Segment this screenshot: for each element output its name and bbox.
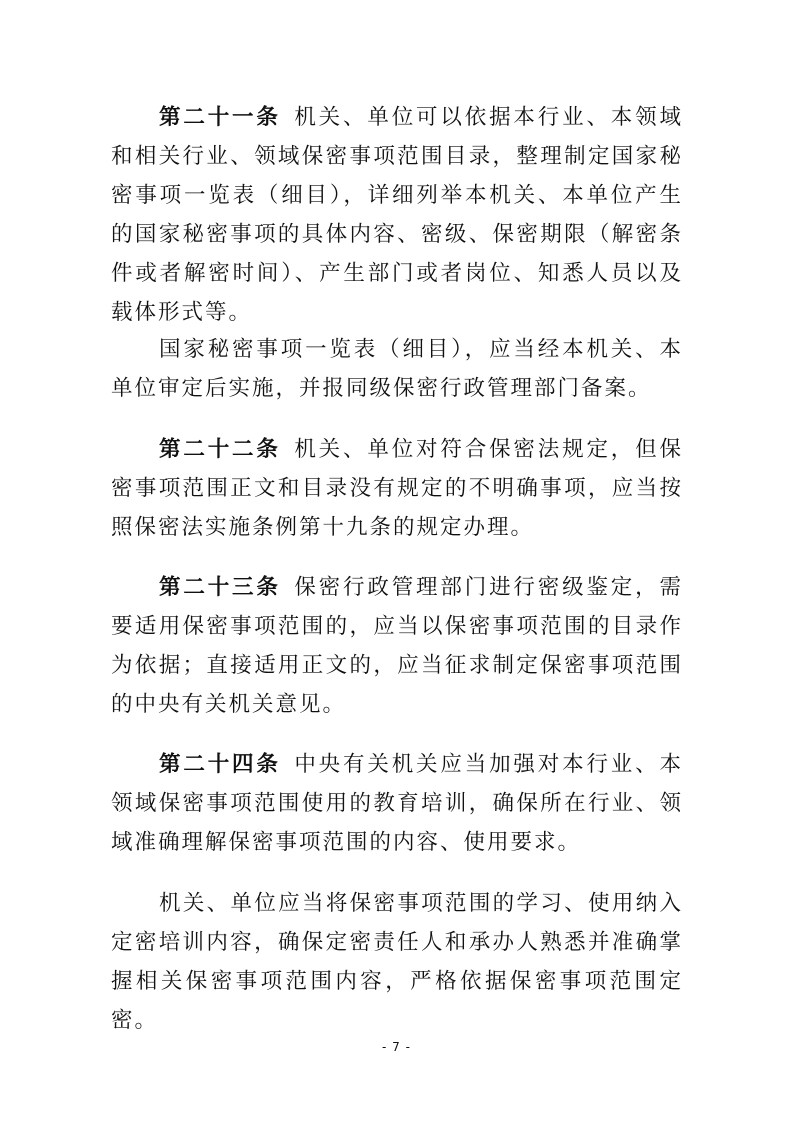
article-heading: 第二十二条: [159, 437, 281, 462]
paragraph-article-21-continued: [111, 330, 683, 408]
paragraph-text: 中央有关机关应当加强对本行业、本领域保密事项范围使用的教育培训，确保所在行业、领域准确理解保密事项范围的内容、使用要求。: [111, 752, 683, 855]
paragraph-text: 保密行政管理部门进行密级鉴定，需要适用保密事项范围的，应当以保密事项范围的目录作为依据；直接适用正文的，应当征求制定保密事项范围的中央有关机关意见。: [111, 575, 683, 717]
paragraph-article-24: [111, 745, 683, 862]
article-heading: 第二十一条: [159, 105, 281, 130]
paragraph-text: 机关、单位对符合保密法规定，但保密事项范围正文和目录没有规定的不明确事项，应当按照保密法实施条例第十九条的规定办理。: [111, 437, 683, 540]
article-heading: 第二十三条: [159, 575, 281, 600]
paragraph-article-23: [111, 568, 683, 724]
paragraph-article-21: [111, 98, 683, 332]
article-heading: 第二十四条: [159, 752, 281, 777]
paragraph-text: 机关、单位应当将保密事项范围的学习、使用纳入定密培训内容，确保定密责任人和承办人熟悉并准确掌握相关保密事项范围内容，严格依据保密事项范围定密。: [111, 891, 683, 1033]
paragraph-text: 机关、单位可以依据本行业、本领域和相关行业、领域保密事项范围目录，整理制定国家秘密事项一览表（细目），详细列举本机关、本单位产生的国家秘密事项的具体内容、密级、保密期限（解密条件或者解密时间）、产生部门或者岗位、知悉人员以及载体形式等。: [111, 105, 683, 325]
page-number: - 7 -: [382, 1040, 411, 1054]
paragraph-article-24-continued: [111, 884, 683, 1040]
paragraph-text: 国家秘密事项一览表（细目），应当经本机关、本单位审定后实施，并报同级保密行政管理部门备案。: [111, 337, 683, 401]
paragraph-article-22: [111, 430, 683, 547]
